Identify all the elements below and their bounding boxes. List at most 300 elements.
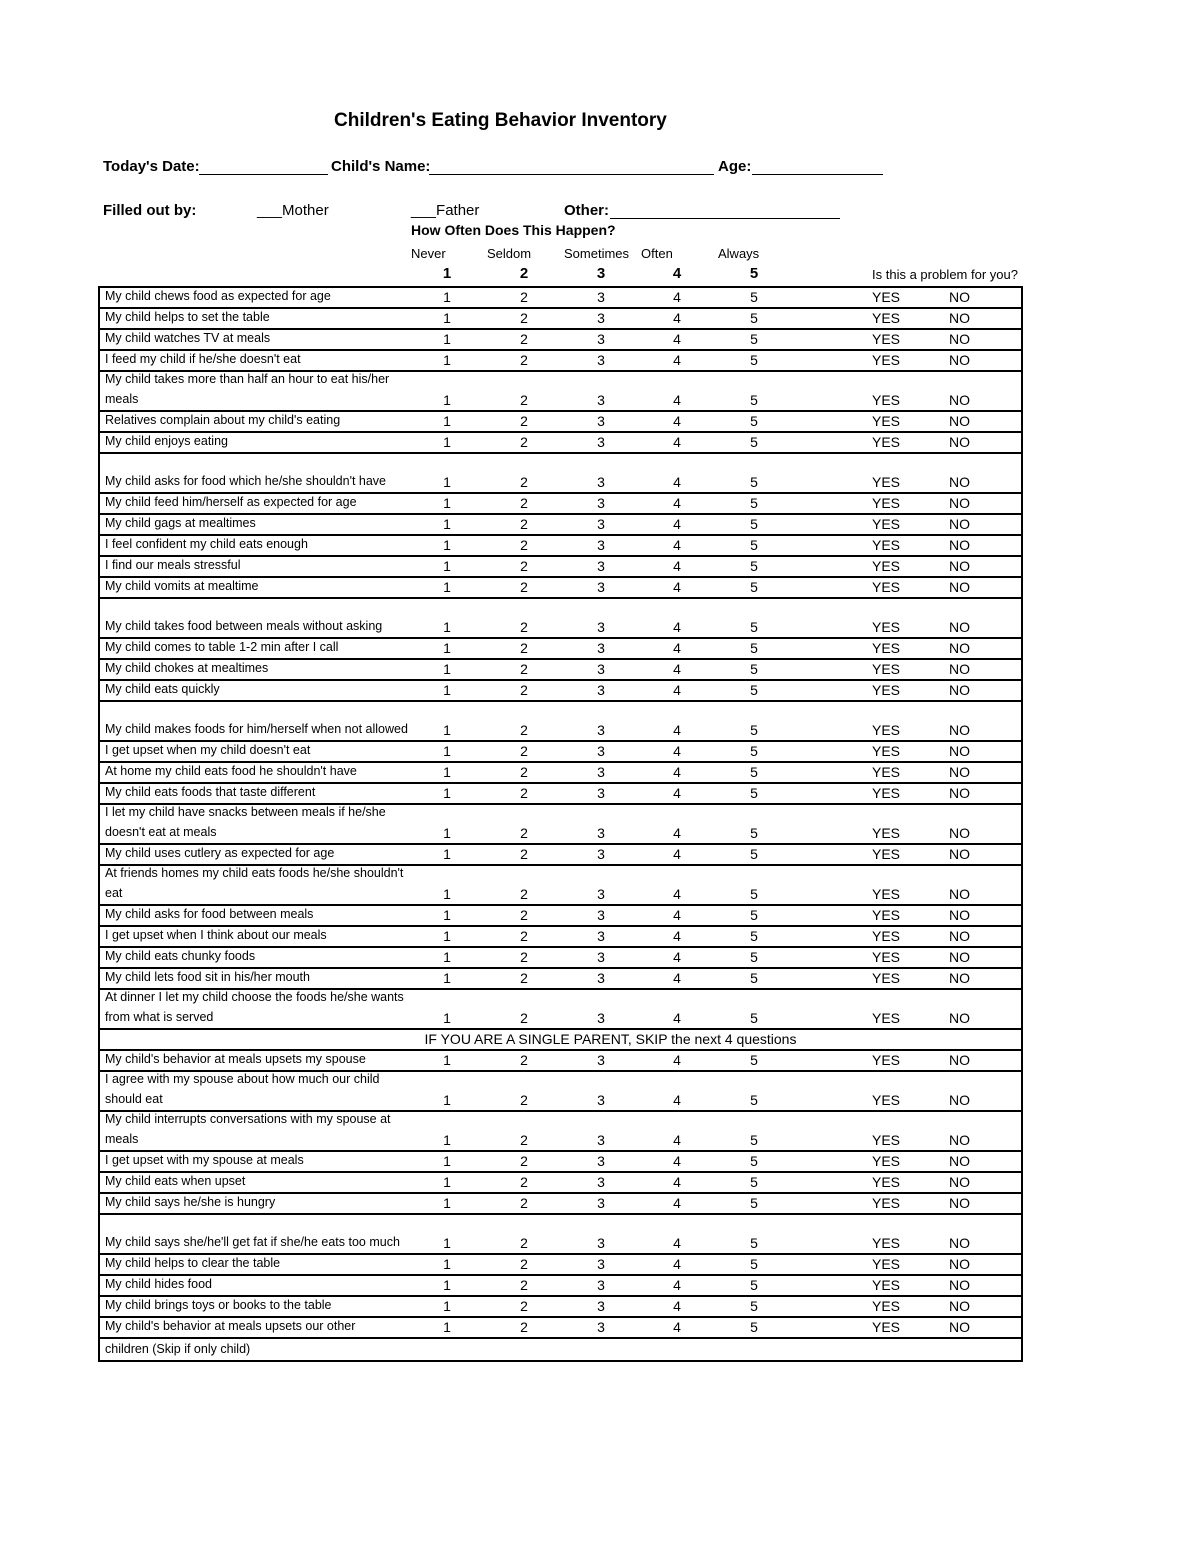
- rating-option-3[interactable]: 3: [597, 474, 605, 490]
- no-option[interactable]: NO: [949, 474, 970, 490]
- rating-option-3[interactable]: 3: [597, 928, 605, 944]
- rating-option-2[interactable]: 2: [520, 785, 528, 801]
- no-option[interactable]: NO: [949, 661, 970, 677]
- rating-option-4[interactable]: 4: [673, 722, 681, 738]
- rating-option-4[interactable]: 4: [673, 1092, 681, 1108]
- no-option[interactable]: NO: [949, 743, 970, 759]
- rating-option-3[interactable]: 3: [597, 392, 605, 408]
- rating-option-2[interactable]: 2: [520, 619, 528, 635]
- yes-option[interactable]: YES: [872, 1195, 901, 1211]
- rating-option-1[interactable]: 1: [443, 1256, 451, 1272]
- no-option[interactable]: NO: [949, 289, 970, 305]
- yes-option[interactable]: YES: [872, 928, 901, 944]
- no-option[interactable]: NO: [949, 619, 970, 635]
- rating-option-4[interactable]: 4: [673, 949, 681, 965]
- rating-option-3[interactable]: 3: [597, 352, 605, 368]
- rating-option-1[interactable]: 1: [443, 1052, 451, 1068]
- yes-option[interactable]: YES: [872, 619, 901, 635]
- no-option[interactable]: NO: [949, 537, 970, 553]
- rating-option-1[interactable]: 1: [443, 331, 451, 347]
- rating-option-1[interactable]: 1: [443, 764, 451, 780]
- rating-option-1[interactable]: 1: [443, 310, 451, 326]
- no-option[interactable]: NO: [949, 579, 970, 595]
- no-option[interactable]: NO: [949, 682, 970, 698]
- rating-option-4[interactable]: 4: [673, 764, 681, 780]
- rating-option-5[interactable]: 5: [750, 1052, 758, 1068]
- rating-option-3[interactable]: 3: [597, 1132, 605, 1148]
- date-field[interactable]: [199, 160, 328, 175]
- rating-option-1[interactable]: 1: [443, 682, 451, 698]
- rating-option-3[interactable]: 3: [597, 289, 605, 305]
- rating-option-3[interactable]: 3: [597, 764, 605, 780]
- table-row: [100, 990, 1021, 1030]
- rating-option-4[interactable]: 4: [673, 1277, 681, 1293]
- yes-option[interactable]: YES: [872, 661, 901, 677]
- rating-option-4[interactable]: 4: [673, 331, 681, 347]
- rating-option-1[interactable]: 1: [443, 1010, 451, 1026]
- rating-option-5[interactable]: 5: [750, 682, 758, 698]
- rating-option-1[interactable]: 1: [443, 495, 451, 511]
- rating-option-3[interactable]: 3: [597, 1319, 605, 1335]
- rating-option-1[interactable]: 1: [443, 1195, 451, 1211]
- question-text: I feed my child if he/she doesn't eat: [105, 352, 301, 366]
- rating-option-1[interactable]: 1: [443, 743, 451, 759]
- rating-option-2[interactable]: 2: [520, 474, 528, 490]
- rating-option-5[interactable]: 5: [750, 331, 758, 347]
- rating-option-2[interactable]: 2: [520, 722, 528, 738]
- rating-option-5[interactable]: 5: [750, 434, 758, 450]
- rating-option-5[interactable]: 5: [750, 289, 758, 305]
- rating-option-4[interactable]: 4: [673, 1132, 681, 1148]
- rating-option-5[interactable]: 5: [750, 785, 758, 801]
- rating-option-1[interactable]: 1: [443, 1132, 451, 1148]
- rating-option-5[interactable]: 5: [750, 310, 758, 326]
- question-text: I get upset when my child doesn't eat: [105, 743, 311, 757]
- rating-option-2[interactable]: 2: [520, 1092, 528, 1108]
- table-row: [100, 288, 1021, 309]
- rating-option-5[interactable]: 5: [750, 495, 758, 511]
- rating-option-1[interactable]: 1: [443, 1277, 451, 1293]
- rating-option-1[interactable]: 1: [443, 825, 451, 841]
- yes-option[interactable]: YES: [872, 1153, 901, 1169]
- rating-option-1[interactable]: 1: [443, 1092, 451, 1108]
- rating-option-4[interactable]: 4: [673, 928, 681, 944]
- yes-option[interactable]: YES: [872, 516, 901, 532]
- rating-option-2[interactable]: 2: [520, 331, 528, 347]
- yes-option[interactable]: YES: [872, 1277, 901, 1293]
- rating-option-4[interactable]: 4: [673, 352, 681, 368]
- rating-option-1[interactable]: 1: [443, 434, 451, 450]
- rating-option-1[interactable]: 1: [443, 846, 451, 862]
- rating-option-4[interactable]: 4: [673, 619, 681, 635]
- no-option[interactable]: NO: [949, 413, 970, 429]
- rating-option-1[interactable]: 1: [443, 949, 451, 965]
- table-row: [100, 702, 1021, 742]
- no-option[interactable]: NO: [949, 970, 970, 986]
- other-field[interactable]: [610, 204, 840, 219]
- rating-option-2[interactable]: 2: [520, 434, 528, 450]
- rating-option-2[interactable]: 2: [520, 495, 528, 511]
- rating-option-2[interactable]: 2: [520, 928, 528, 944]
- rating-option-4[interactable]: 4: [673, 1195, 681, 1211]
- yes-option[interactable]: YES: [872, 558, 901, 574]
- rating-option-4[interactable]: 4: [673, 1010, 681, 1026]
- rating-option-1[interactable]: 1: [443, 661, 451, 677]
- rating-option-2[interactable]: 2: [520, 1235, 528, 1251]
- rating-option-4[interactable]: 4: [673, 846, 681, 862]
- yes-option[interactable]: YES: [872, 474, 901, 490]
- rating-option-4[interactable]: 4: [673, 413, 681, 429]
- rating-option-4[interactable]: 4: [673, 392, 681, 408]
- rating-option-2[interactable]: 2: [520, 1195, 528, 1211]
- rating-option-5[interactable]: 5: [750, 661, 758, 677]
- no-option[interactable]: NO: [949, 886, 970, 902]
- rating-option-5[interactable]: 5: [750, 619, 758, 635]
- rating-option-3[interactable]: 3: [597, 495, 605, 511]
- yes-option[interactable]: YES: [872, 640, 901, 656]
- rating-option-3[interactable]: 3: [597, 785, 605, 801]
- no-option[interactable]: NO: [949, 1153, 970, 1169]
- rating-option-4[interactable]: 4: [673, 434, 681, 450]
- rating-option-2[interactable]: 2: [520, 907, 528, 923]
- rating-option-3[interactable]: 3: [597, 1235, 605, 1251]
- rating-option-5[interactable]: 5: [750, 579, 758, 595]
- yes-option[interactable]: YES: [872, 1319, 901, 1335]
- rating-option-5[interactable]: 5: [750, 474, 758, 490]
- yes-option[interactable]: YES: [872, 1010, 901, 1026]
- yes-option[interactable]: YES: [872, 825, 901, 841]
- yes-option[interactable]: YES: [872, 907, 901, 923]
- rating-option-3[interactable]: 3: [597, 722, 605, 738]
- rating-option-4[interactable]: 4: [673, 682, 681, 698]
- rating-option-3[interactable]: 3: [597, 661, 605, 677]
- rating-option-2[interactable]: 2: [520, 1010, 528, 1026]
- no-option[interactable]: NO: [949, 1256, 970, 1272]
- yes-option[interactable]: YES: [872, 392, 901, 408]
- table-row: [100, 805, 1021, 845]
- rating-option-1[interactable]: 1: [443, 722, 451, 738]
- no-option[interactable]: NO: [949, 1174, 970, 1190]
- rating-option-1[interactable]: 1: [443, 558, 451, 574]
- rating-option-4[interactable]: 4: [673, 516, 681, 532]
- rating-option-5[interactable]: 5: [750, 928, 758, 944]
- question-text: My child brings toys or books to the table: [105, 1298, 332, 1312]
- rating-option-5[interactable]: 5: [750, 1256, 758, 1272]
- rating-option-5[interactable]: 5: [750, 722, 758, 738]
- rating-option-4[interactable]: 4: [673, 537, 681, 553]
- rating-option-2[interactable]: 2: [520, 579, 528, 595]
- rating-option-1[interactable]: 1: [443, 619, 451, 635]
- yes-option[interactable]: YES: [872, 310, 901, 326]
- yes-option[interactable]: YES: [872, 886, 901, 902]
- rating-option-3[interactable]: 3: [597, 907, 605, 923]
- rating-option-4[interactable]: 4: [673, 579, 681, 595]
- rating-option-5[interactable]: 5: [750, 1195, 758, 1211]
- rating-option-3[interactable]: 3: [597, 579, 605, 595]
- rating-option-4[interactable]: 4: [673, 558, 681, 574]
- rating-option-2[interactable]: 2: [520, 886, 528, 902]
- rating-option-4[interactable]: 4: [673, 289, 681, 305]
- rating-option-4[interactable]: 4: [673, 970, 681, 986]
- rating-option-4[interactable]: 4: [673, 1319, 681, 1335]
- rating-option-1[interactable]: 1: [443, 392, 451, 408]
- rating-option-3[interactable]: 3: [597, 1195, 605, 1211]
- rating-option-3[interactable]: 3: [597, 558, 605, 574]
- rating-option-2[interactable]: 2: [520, 1052, 528, 1068]
- rating-option-5[interactable]: 5: [750, 352, 758, 368]
- rating-option-1[interactable]: 1: [443, 970, 451, 986]
- table-row: [100, 948, 1021, 969]
- rating-option-5[interactable]: 5: [750, 825, 758, 841]
- rating-option-3[interactable]: 3: [597, 949, 605, 965]
- rating-option-3[interactable]: 3: [597, 1092, 605, 1108]
- rating-option-3[interactable]: 3: [597, 682, 605, 698]
- rating-option-2[interactable]: 2: [520, 764, 528, 780]
- rating-option-4[interactable]: 4: [673, 310, 681, 326]
- rating-option-5[interactable]: 5: [750, 1092, 758, 1108]
- rating-option-2[interactable]: 2: [520, 413, 528, 429]
- rating-option-5[interactable]: 5: [750, 970, 758, 986]
- rating-option-5[interactable]: 5: [750, 1319, 758, 1335]
- yes-option[interactable]: YES: [872, 1298, 901, 1314]
- yes-option[interactable]: YES: [872, 785, 901, 801]
- rating-option-3[interactable]: 3: [597, 1010, 605, 1026]
- rating-option-1[interactable]: 1: [443, 352, 451, 368]
- rating-option-3[interactable]: 3: [597, 537, 605, 553]
- rating-option-2[interactable]: 2: [520, 846, 528, 862]
- no-option[interactable]: NO: [949, 1052, 970, 1068]
- rating-option-3[interactable]: 3: [597, 825, 605, 841]
- rating-option-3[interactable]: 3: [597, 413, 605, 429]
- rating-option-1[interactable]: 1: [443, 907, 451, 923]
- rating-option-3[interactable]: 3: [597, 1174, 605, 1190]
- child-name-field[interactable]: [429, 160, 714, 175]
- rating-option-5[interactable]: 5: [750, 1298, 758, 1314]
- no-option[interactable]: NO: [949, 516, 970, 532]
- rating-option-1[interactable]: 1: [443, 1153, 451, 1169]
- rating-option-2[interactable]: 2: [520, 949, 528, 965]
- rating-option-2[interactable]: 2: [520, 743, 528, 759]
- rating-option-1[interactable]: 1: [443, 474, 451, 490]
- rating-option-5[interactable]: 5: [750, 1277, 758, 1293]
- no-option[interactable]: NO: [949, 1298, 970, 1314]
- rating-option-3[interactable]: 3: [597, 434, 605, 450]
- age-field[interactable]: [752, 160, 883, 175]
- yes-option[interactable]: YES: [872, 743, 901, 759]
- rating-option-5[interactable]: 5: [750, 558, 758, 574]
- rating-option-5[interactable]: 5: [750, 949, 758, 965]
- rating-option-3[interactable]: 3: [597, 640, 605, 656]
- rating-option-4[interactable]: 4: [673, 1174, 681, 1190]
- rating-option-3[interactable]: 3: [597, 619, 605, 635]
- yes-option[interactable]: YES: [872, 331, 901, 347]
- rating-option-5[interactable]: 5: [750, 846, 758, 862]
- rating-option-2[interactable]: 2: [520, 1256, 528, 1272]
- rating-option-4[interactable]: 4: [673, 495, 681, 511]
- no-option[interactable]: NO: [949, 1235, 970, 1251]
- rating-option-1[interactable]: 1: [443, 640, 451, 656]
- rating-option-4[interactable]: 4: [673, 1235, 681, 1251]
- rating-option-2[interactable]: 2: [520, 640, 528, 656]
- rating-option-4[interactable]: 4: [673, 886, 681, 902]
- rating-option-2[interactable]: 2: [520, 1298, 528, 1314]
- rating-option-1[interactable]: 1: [443, 1235, 451, 1251]
- yes-option[interactable]: YES: [872, 495, 901, 511]
- rating-option-3[interactable]: 3: [597, 310, 605, 326]
- rating-option-5[interactable]: 5: [750, 392, 758, 408]
- date-label: Today's Date:: [103, 158, 200, 175]
- yes-option[interactable]: YES: [872, 537, 901, 553]
- rating-option-5[interactable]: 5: [750, 743, 758, 759]
- rating-option-5[interactable]: 5: [750, 1010, 758, 1026]
- rating-option-4[interactable]: 4: [673, 1298, 681, 1314]
- table-row-continuation: [100, 1339, 1021, 1360]
- no-option[interactable]: NO: [949, 434, 970, 450]
- rating-option-2[interactable]: 2: [520, 1319, 528, 1335]
- table-row: [100, 1112, 1021, 1152]
- rating-option-3[interactable]: 3: [597, 846, 605, 862]
- rating-option-2[interactable]: 2: [520, 1153, 528, 1169]
- rating-option-3[interactable]: 3: [597, 516, 605, 532]
- no-option[interactable]: NO: [949, 1319, 970, 1335]
- rating-option-5[interactable]: 5: [750, 1174, 758, 1190]
- rating-option-1[interactable]: 1: [443, 516, 451, 532]
- rating-option-4[interactable]: 4: [673, 1153, 681, 1169]
- yes-option[interactable]: YES: [872, 579, 901, 595]
- rating-option-2[interactable]: 2: [520, 537, 528, 553]
- question-text: My child eats when upset: [105, 1174, 246, 1188]
- rating-option-2[interactable]: 2: [520, 661, 528, 677]
- rating-option-1[interactable]: 1: [443, 1174, 451, 1190]
- yes-option[interactable]: YES: [872, 949, 901, 965]
- rating-option-1[interactable]: 1: [443, 785, 451, 801]
- yes-option[interactable]: YES: [872, 1256, 901, 1272]
- no-option[interactable]: NO: [949, 825, 970, 841]
- rating-option-5[interactable]: 5: [750, 1153, 758, 1169]
- no-option[interactable]: NO: [949, 1092, 970, 1108]
- rating-option-1[interactable]: 1: [443, 1298, 451, 1314]
- no-option[interactable]: NO: [949, 640, 970, 656]
- no-option[interactable]: NO: [949, 331, 970, 347]
- rating-option-2[interactable]: 2: [520, 970, 528, 986]
- yes-option[interactable]: YES: [872, 764, 901, 780]
- rating-option-5[interactable]: 5: [750, 1132, 758, 1148]
- no-option[interactable]: NO: [949, 392, 970, 408]
- rating-option-2[interactable]: 2: [520, 392, 528, 408]
- yes-option[interactable]: YES: [872, 1235, 901, 1251]
- yes-option[interactable]: YES: [872, 846, 901, 862]
- rating-option-4[interactable]: 4: [673, 640, 681, 656]
- yes-option[interactable]: YES: [872, 970, 901, 986]
- rating-option-5[interactable]: 5: [750, 764, 758, 780]
- rating-option-4[interactable]: 4: [673, 743, 681, 759]
- rating-option-4[interactable]: 4: [673, 474, 681, 490]
- rating-option-4[interactable]: 4: [673, 1052, 681, 1068]
- rating-option-5[interactable]: 5: [750, 640, 758, 656]
- father-option[interactable]: ___Father: [411, 202, 480, 219]
- rating-option-3[interactable]: 3: [597, 886, 605, 902]
- yes-option[interactable]: YES: [872, 289, 901, 305]
- no-option[interactable]: NO: [949, 928, 970, 944]
- rating-option-4[interactable]: 4: [673, 785, 681, 801]
- yes-option[interactable]: YES: [872, 352, 901, 368]
- rating-option-1[interactable]: 1: [443, 537, 451, 553]
- no-option[interactable]: NO: [949, 310, 970, 326]
- yes-option[interactable]: YES: [872, 722, 901, 738]
- rating-option-2[interactable]: 2: [520, 1277, 528, 1293]
- no-option[interactable]: NO: [949, 907, 970, 923]
- no-option[interactable]: NO: [949, 1132, 970, 1148]
- rating-option-3[interactable]: 3: [597, 970, 605, 986]
- yes-option[interactable]: YES: [872, 413, 901, 429]
- rating-option-1[interactable]: 1: [443, 289, 451, 305]
- rating-option-2[interactable]: 2: [520, 352, 528, 368]
- rating-option-5[interactable]: 5: [750, 537, 758, 553]
- rating-option-4[interactable]: 4: [673, 907, 681, 923]
- rating-option-1[interactable]: 1: [443, 579, 451, 595]
- rating-option-2[interactable]: 2: [520, 825, 528, 841]
- no-option[interactable]: NO: [949, 846, 970, 862]
- rating-option-2[interactable]: 2: [520, 558, 528, 574]
- rating-option-3[interactable]: 3: [597, 1298, 605, 1314]
- no-option[interactable]: NO: [949, 764, 970, 780]
- rating-option-2[interactable]: 2: [520, 516, 528, 532]
- rating-option-5[interactable]: 5: [750, 516, 758, 532]
- rating-option-3[interactable]: 3: [597, 743, 605, 759]
- rating-option-1[interactable]: 1: [443, 886, 451, 902]
- yes-option[interactable]: YES: [872, 682, 901, 698]
- rating-option-5[interactable]: 5: [750, 413, 758, 429]
- mother-option[interactable]: ___Mother: [257, 202, 329, 219]
- rating-option-4[interactable]: 4: [673, 661, 681, 677]
- rating-option-1[interactable]: 1: [443, 928, 451, 944]
- rating-option-1[interactable]: 1: [443, 413, 451, 429]
- rating-option-2[interactable]: 2: [520, 682, 528, 698]
- no-option[interactable]: NO: [949, 1010, 970, 1026]
- yes-option[interactable]: YES: [872, 1092, 901, 1108]
- rating-option-4[interactable]: 4: [673, 825, 681, 841]
- no-option[interactable]: NO: [949, 722, 970, 738]
- no-option[interactable]: NO: [949, 558, 970, 574]
- rating-option-5[interactable]: 5: [750, 886, 758, 902]
- question-text: My child says he/she is hungry: [105, 1195, 276, 1209]
- rating-option-3[interactable]: 3: [597, 1153, 605, 1169]
- yes-option[interactable]: YES: [872, 1132, 901, 1148]
- yes-option[interactable]: YES: [872, 1174, 901, 1190]
- rating-option-3[interactable]: 3: [597, 331, 605, 347]
- rating-option-2[interactable]: 2: [520, 310, 528, 326]
- yes-option[interactable]: YES: [872, 434, 901, 450]
- rating-option-2[interactable]: 2: [520, 1132, 528, 1148]
- rating-option-3[interactable]: 3: [597, 1052, 605, 1068]
- rating-option-3[interactable]: 3: [597, 1256, 605, 1272]
- rating-option-2[interactable]: 2: [520, 289, 528, 305]
- rating-option-2[interactable]: 2: [520, 1174, 528, 1190]
- rating-option-1[interactable]: 1: [443, 1319, 451, 1335]
- yes-option[interactable]: YES: [872, 1052, 901, 1068]
- no-option[interactable]: NO: [949, 1195, 970, 1211]
- no-option[interactable]: NO: [949, 949, 970, 965]
- no-option[interactable]: NO: [949, 785, 970, 801]
- no-option[interactable]: NO: [949, 495, 970, 511]
- no-option[interactable]: NO: [949, 1277, 970, 1293]
- no-option[interactable]: NO: [949, 352, 970, 368]
- rating-option-3[interactable]: 3: [597, 1277, 605, 1293]
- question-text: My child eats foods that taste different: [105, 785, 316, 799]
- rating-option-4[interactable]: 4: [673, 1256, 681, 1272]
- rating-option-5[interactable]: 5: [750, 907, 758, 923]
- rating-option-5[interactable]: 5: [750, 1235, 758, 1251]
